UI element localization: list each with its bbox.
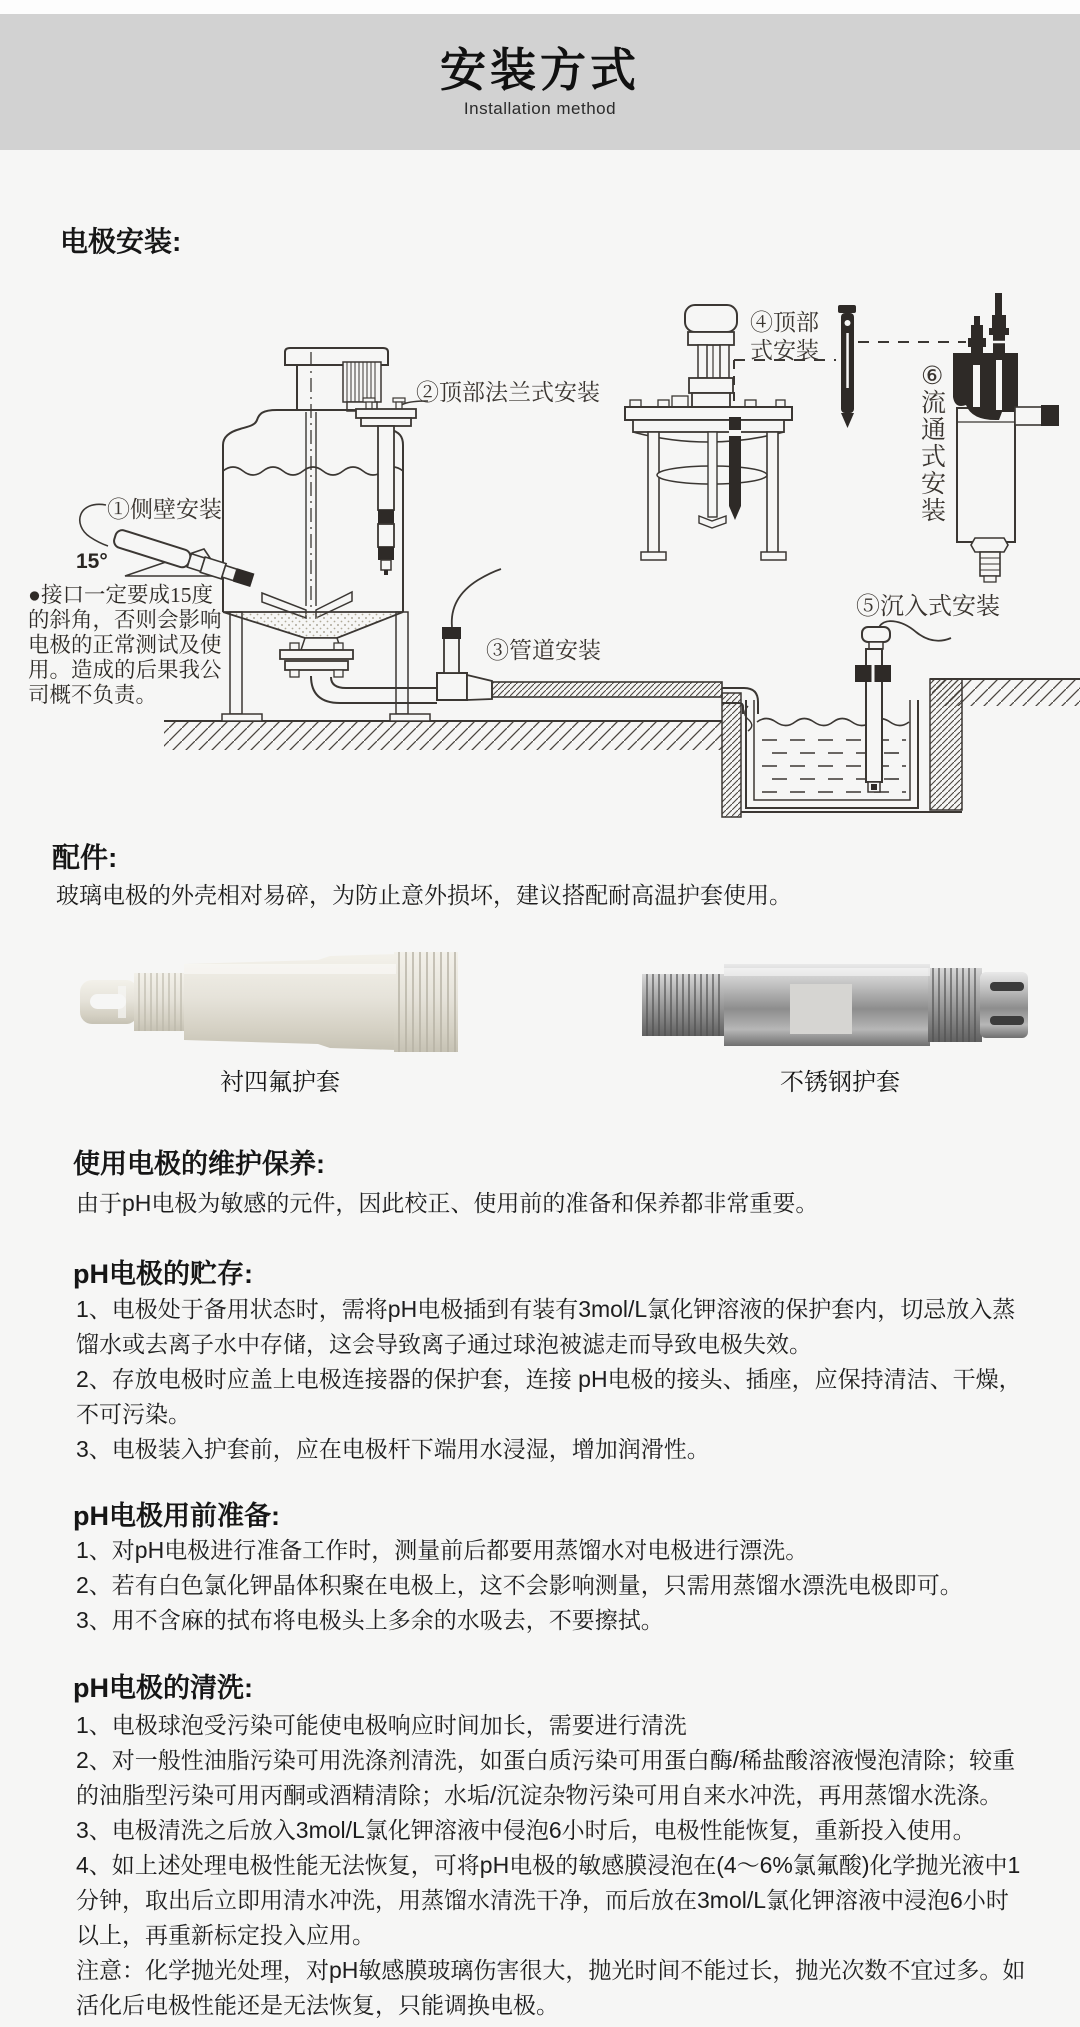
label-pipe: ③管道安装 [486, 638, 601, 663]
pipe-mount [437, 569, 722, 700]
page-subtitle: Installation method [463, 99, 617, 119]
cleaning-note: 注意：化学抛光处理，对pH敏感膜玻璃伤害很大，抛光时间不能过长，抛光次数不宜过多。如活化后电极性能还是无法恢复，只能调换电极。 [76, 1957, 1026, 2018]
svg-text:●接口一定要成15度: ●接口一定要成15度 [28, 583, 213, 607]
cleaning-heading: pH电极的清洗: [73, 1673, 253, 1703]
svg-text:司概不负责。: 司概不负责。 [28, 683, 158, 707]
svg-text:的斜角，否则会影响: 的斜角，否则会影响 [28, 608, 222, 632]
steel-sleeve-label: 不锈钢护套 [780, 1069, 900, 1096]
preparation-item-1: 1、对pH电极进行准备工作时，测量前后都要用蒸馏水对电极进行漂洗。 [76, 1537, 809, 1563]
cleaning-item-2: 2、对一般性油脂污染可用洗涤剂清洗，如蛋白质污染可用蛋白酶/稀盐酸溶液慢泡清除；较重的油脂型污染可用丙酮或酒精清除；水垢/沉淀杂物污染可用自来水冲洗，再用蒸馏水洗涤。 [76, 1747, 1016, 1808]
label-immersion: ⑤沉入式安装 [856, 594, 1000, 620]
cleaning-item-1: 1、电极球泡受污染可能使电极响应时间加长，需要进行清洗 [76, 1712, 687, 1738]
cleaning-list [76, 1708, 1026, 2023]
cleaning-item-4: 4、如上述处理电极性能无法恢复，可将pH电极的敏感膜浸泡在(4～6%氯氟酸)化学抛光液中1分钟，取出后立即用清水冲洗，用蒸馏水清洗干净，而后放在3mol/L氯化钾溶液中浸泡6小时以上，再重新标定投入应用。 [76, 1852, 1021, 1948]
cleaning-item-3: 3、电极清洗之后放入3mol/L氯化钾溶液中侵泡6小时后，电极性能恢复，重新投入使用。 [76, 1817, 976, 1843]
header-band [0, 14, 1080, 150]
ptfe-sleeve-label: 衬四氟护套 [220, 1069, 340, 1096]
svg-text:通: 通 [921, 417, 947, 444]
label-top-mount-line2: 式安装 [750, 338, 819, 363]
angle-15-label: 15° [76, 550, 108, 573]
svg-text:⑥: ⑥ [921, 363, 944, 390]
immersion-pit [722, 679, 962, 817]
ptfe-sleeve-photo [78, 950, 460, 1055]
diagram-note [28, 583, 222, 707]
steel-sleeve-photo [640, 952, 1030, 1056]
installation-diagram [0, 215, 1080, 850]
storage-heading: pH电极的贮存: [73, 1259, 253, 1289]
label-side-wall: ①侧壁安装 [107, 497, 222, 522]
label-top-mount-line1: ④顶部 [750, 310, 819, 335]
ground-left [164, 721, 722, 750]
flow-cell [953, 293, 1059, 582]
top-strip [0, 0, 1080, 14]
preparation-item-2: 2、若有白色氯化钾晶体积聚在电极上，这不会影响测量，只需用蒸馏水漂洗电极即可。 [76, 1572, 963, 1598]
accessories-intro: 玻璃电极的外壳相对易碎，为防止意外损坏，建议搭配耐高温护套使用。 [56, 882, 792, 908]
svg-text:装: 装 [921, 498, 947, 525]
storage-item-1: 1、电极处于备用状态时，需将pH电极插到有装有3mol/L氯化钾溶液的保护套内，切忌放入蒸馏水或去离子水中存储，这会导致离子通过球泡被滤走而导致电极失效。 [76, 1296, 1016, 1357]
maintenance-intro: 由于pH电极为敏感的元件，因此校正、使用前的准备和保养都非常重要。 [76, 1190, 819, 1216]
svg-text:式: 式 [921, 444, 947, 471]
accessories-heading: 配件: [52, 842, 118, 873]
storage-item-2: 2、存放电极时应盖上电极连接器的保护套，连接 pH电极的接头、插座，应保持清洁、干燥，不可污染。 [76, 1366, 1022, 1427]
preparation-heading: pH电极用前准备: [73, 1501, 280, 1531]
svg-text:流: 流 [921, 390, 947, 417]
preparation-item-3: 3、用不含麻的拭布将电极头上多余的水吸去，不要擦拭。 [76, 1607, 664, 1633]
svg-text:安: 安 [921, 471, 947, 498]
storage-list [76, 1292, 1026, 1467]
page-title: 安装方式 [440, 43, 640, 96]
svg-text:电极的正常测试及使: 电极的正常测试及使 [28, 633, 222, 657]
electrode-install-heading: 电极安装: [60, 226, 182, 257]
maintenance-heading: 使用电极的维护保养: [73, 1149, 325, 1179]
label-flow-through [921, 363, 946, 525]
storage-item-3: 3、电极装入护套前，应在电极杆下端用水浸湿，增加润滑性。 [76, 1436, 710, 1462]
preparation-list [76, 1533, 1026, 1638]
svg-text:用。造成的后果我公: 用。造成的后果我公 [28, 658, 222, 682]
top-flange-electrode [356, 398, 428, 575]
label-top-flange: ②顶部法兰式安装 [416, 380, 600, 405]
